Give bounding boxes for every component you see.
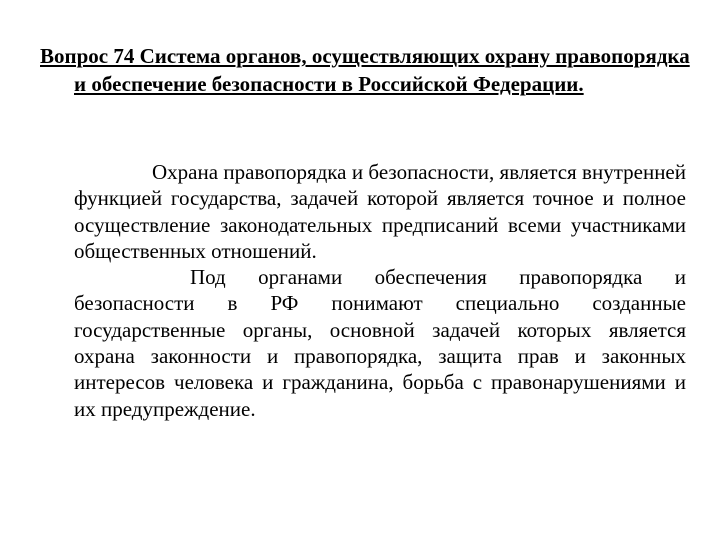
paragraph-law-enforcement-definition: Охрана правопорядка и безопасности, является внутренней функцией государства, задачей которой является точное и полное осуществление законодательных предписаний всеми участниками общественных отношений. (74, 160, 686, 263)
paragraph-agencies-definition: Под органами обеспечения правопорядка и безопасности в РФ понимают специально созданные государственные органы, основной задачей которых является охрана законности и правопорядка, защита прав и законных интересов человека и гражданина, борьба с правонарушениями и их предупреждение. (74, 265, 686, 421)
slide-title: Вопрос 74 Система органов, осуществляющих охрану правопорядка и обеспечение безопасности в Российской Федерации. (40, 44, 690, 96)
slide-body (74, 159, 686, 422)
